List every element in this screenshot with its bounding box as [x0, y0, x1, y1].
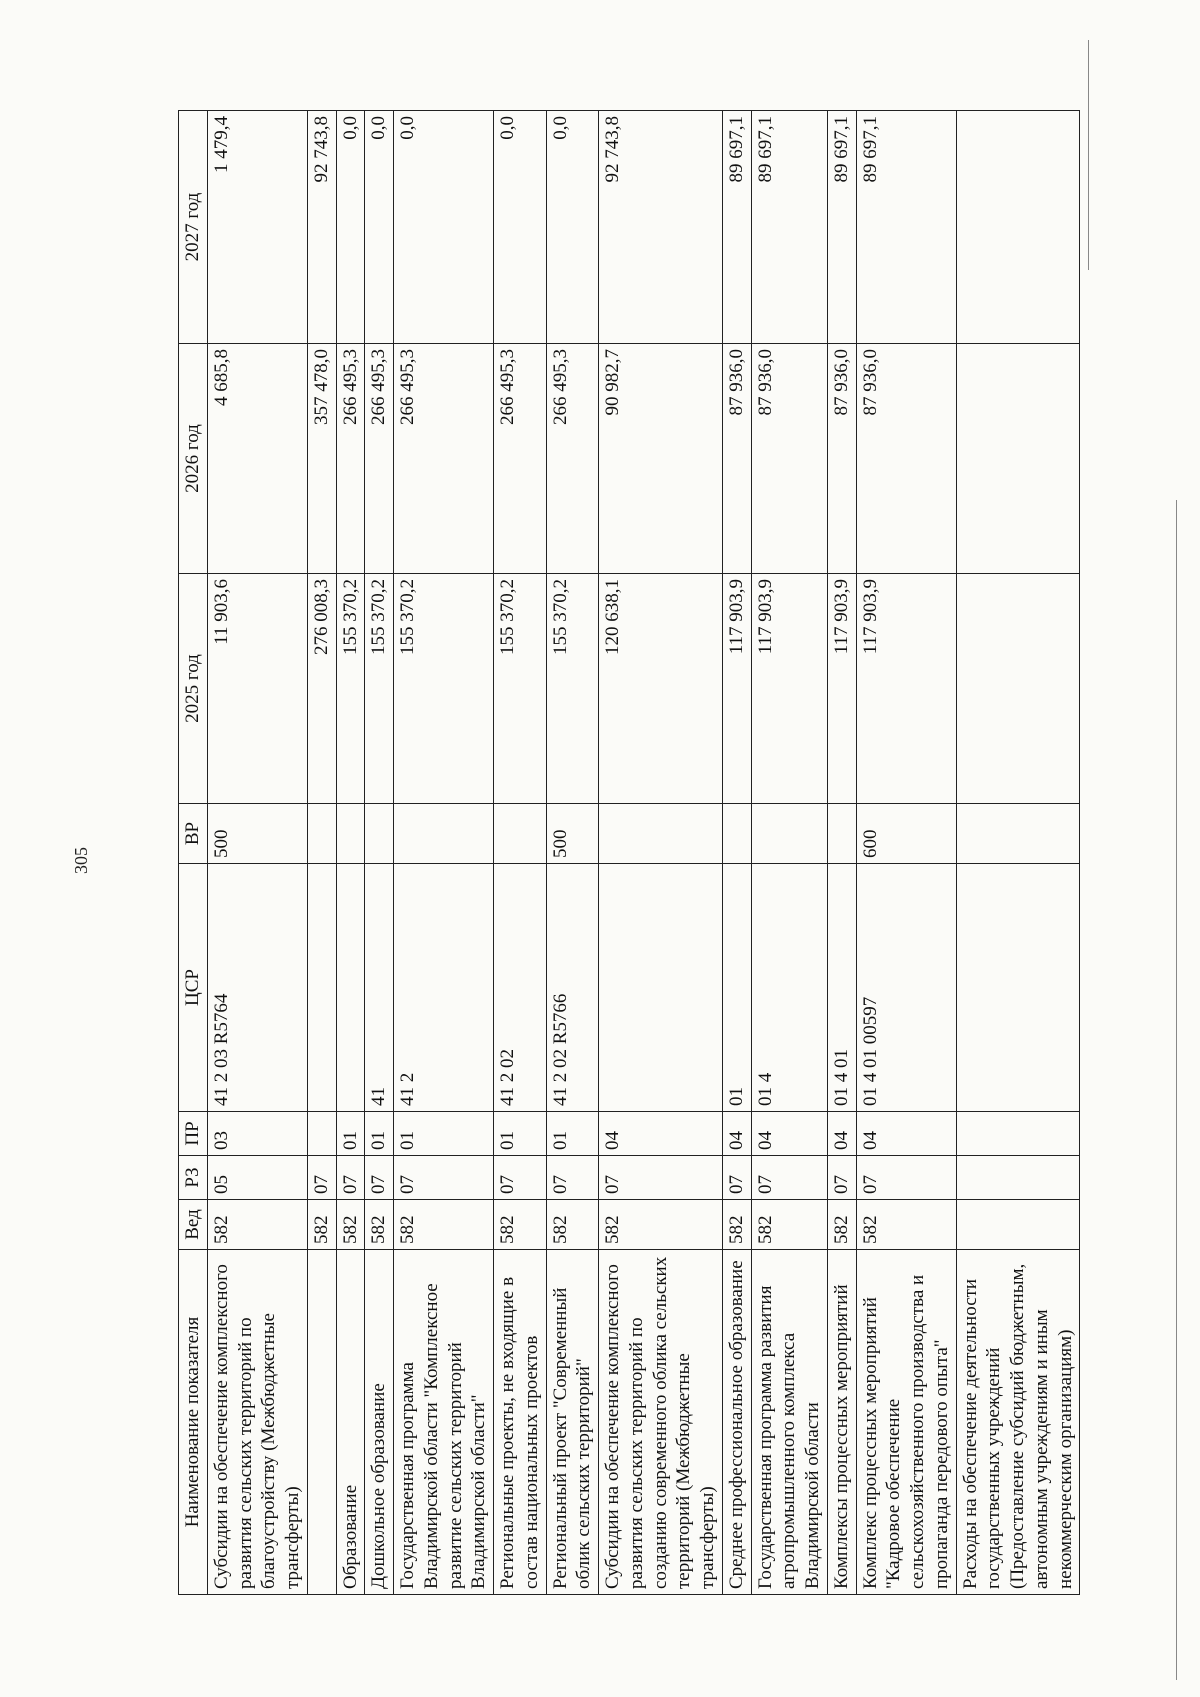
cell-y2025: 155 370,2 — [494, 574, 547, 804]
header-2025: 2025 год — [179, 574, 208, 804]
cell-rz: 05 — [207, 1156, 307, 1200]
cell-ved: 582 — [599, 1200, 723, 1250]
cell-y2026: 266 495,3 — [494, 344, 547, 574]
cell-name: Образование — [336, 1250, 365, 1595]
cell-pr: 03 — [207, 1112, 307, 1156]
cell-pr: 01 — [546, 1112, 599, 1156]
cell-y2026: 266 495,3 — [365, 344, 394, 574]
cell-y2026: 266 495,3 — [394, 344, 494, 574]
cell-name — [307, 1250, 336, 1595]
cell-y2025: 155 370,2 — [546, 574, 599, 804]
cell-ved: 582 — [307, 1200, 336, 1250]
header-pr: ПР — [179, 1112, 208, 1156]
cell-ved: 582 — [751, 1200, 827, 1250]
cell-y2026: 4 685,8 — [207, 344, 307, 574]
cell-csr: 41 2 — [394, 864, 494, 1112]
cell-csr: 01 4 01 00597 — [856, 864, 956, 1112]
cell-rz: 07 — [494, 1156, 547, 1200]
cell-y2027: 89 697,1 — [722, 111, 751, 344]
cell-y2026: 87 936,0 — [827, 344, 856, 574]
cell-vr: 600 — [856, 804, 956, 864]
cell-pr: 04 — [856, 1112, 956, 1156]
cell-csr: 01 4 — [751, 864, 827, 1112]
cell-y2026: 266 495,3 — [336, 344, 365, 574]
cell-ved: 582 — [722, 1200, 751, 1250]
table-row — [307, 111, 336, 1595]
cell-y2026 — [956, 344, 1080, 574]
table-row — [722, 111, 751, 1595]
table-header-row — [179, 111, 208, 1595]
cell-y2027: 0,0 — [336, 111, 365, 344]
cell-y2027: 0,0 — [546, 111, 599, 344]
cell-csr: 41 — [365, 864, 394, 1112]
table-row — [365, 111, 394, 1595]
cell-rz: 07 — [751, 1156, 827, 1200]
cell-y2027 — [956, 111, 1080, 344]
cell-ved: 582 — [207, 1200, 307, 1250]
table-row — [856, 111, 956, 1595]
cell-rz: 07 — [827, 1156, 856, 1200]
cell-ved: 582 — [856, 1200, 956, 1250]
budget-table — [178, 110, 1080, 1595]
cell-rz: 07 — [336, 1156, 365, 1200]
cell-rz: 07 — [546, 1156, 599, 1200]
cell-y2025: 155 370,2 — [365, 574, 394, 804]
cell-vr — [365, 804, 394, 864]
cell-y2026: 87 936,0 — [856, 344, 956, 574]
cell-y2025: 120 638,1 — [599, 574, 723, 804]
cell-y2027: 89 697,1 — [827, 111, 856, 344]
cell-y2027: 92 743,8 — [599, 111, 723, 344]
header-rz: РЗ — [179, 1156, 208, 1200]
cell-pr: 01 — [336, 1112, 365, 1156]
cell-y2025: 117 903,9 — [751, 574, 827, 804]
table-body — [207, 111, 1080, 1595]
cell-vr — [494, 804, 547, 864]
cell-y2027: 89 697,1 — [856, 111, 956, 344]
cell-csr: 41 2 02 — [494, 864, 547, 1112]
cell-y2025: 117 903,9 — [827, 574, 856, 804]
cell-pr: 04 — [751, 1112, 827, 1156]
cell-y2025: 11 903,6 — [207, 574, 307, 804]
header-2027: 2027 год — [179, 111, 208, 344]
cell-name: Комплекс процессных мероприятий "Кадровое обеспечение сельскохозяйственного производства и пропаганда передового опыта" — [856, 1250, 956, 1595]
cell-y2027: 89 697,1 — [751, 111, 827, 344]
cell-y2025: 155 370,2 — [394, 574, 494, 804]
cell-rz: 07 — [365, 1156, 394, 1200]
cell-rz: 07 — [307, 1156, 336, 1200]
cell-ved: 582 — [494, 1200, 547, 1250]
cell-csr — [599, 864, 723, 1112]
cell-ved: 582 — [365, 1200, 394, 1250]
cell-vr — [599, 804, 723, 864]
cell-ved: 582 — [336, 1200, 365, 1250]
cell-y2025 — [956, 574, 1080, 804]
table-row — [956, 111, 1080, 1595]
budget-table-container — [178, 111, 1098, 1595]
cell-vr — [307, 804, 336, 864]
cell-name: Комплексы процессных мероприятий — [827, 1250, 856, 1595]
cell-csr: 41 2 03 R5764 — [207, 864, 307, 1112]
table-row — [546, 111, 599, 1595]
table-row — [207, 111, 307, 1595]
cell-pr: 04 — [827, 1112, 856, 1156]
cell-vr: 500 — [546, 804, 599, 864]
page-number: 305 — [71, 847, 91, 874]
cell-csr: 01 — [722, 864, 751, 1112]
table-row — [827, 111, 856, 1595]
cell-y2025: 155 370,2 — [336, 574, 365, 804]
cell-name: Региональные проекты, не входящие в состав национальных проектов — [494, 1250, 547, 1595]
cell-y2025: 117 903,9 — [722, 574, 751, 804]
cell-y2026: 87 936,0 — [722, 344, 751, 574]
cell-vr — [751, 804, 827, 864]
cell-pr: 01 — [494, 1112, 547, 1156]
cell-vr — [394, 804, 494, 864]
cell-vr — [827, 804, 856, 864]
cell-rz: 07 — [599, 1156, 723, 1200]
cell-name: Среднее профессиональное образование — [722, 1250, 751, 1595]
cell-y2026: 266 495,3 — [546, 344, 599, 574]
table-row — [494, 111, 547, 1595]
cell-csr — [307, 864, 336, 1112]
cell-csr — [956, 864, 1080, 1112]
header-name: Наименование показателя — [179, 1250, 208, 1595]
cell-csr: 01 4 01 — [827, 864, 856, 1112]
cell-pr — [307, 1112, 336, 1156]
cell-pr: 01 — [365, 1112, 394, 1156]
cell-vr: 500 — [207, 804, 307, 864]
cell-name: Региональный проект "Современный облик сельских территорий" — [546, 1250, 599, 1595]
cell-name: Государственная программа Владимирской области "Комплексное развитие сельских территорий Владимирской области" — [394, 1250, 494, 1595]
cell-vr — [336, 804, 365, 864]
cell-ved: 582 — [546, 1200, 599, 1250]
header-ved: Вед — [179, 1200, 208, 1250]
cell-y2026: 90 982,7 — [599, 344, 723, 574]
cell-pr: 04 — [722, 1112, 751, 1156]
cell-vr — [722, 804, 751, 864]
cell-rz — [956, 1156, 1080, 1200]
cell-pr: 01 — [394, 1112, 494, 1156]
cell-ved — [956, 1200, 1080, 1250]
header-2026: 2026 год — [179, 344, 208, 574]
cell-name: Субсидии на обеспечение комплексного развития сельских территорий по благоустройству (Межбюджетные трансферты) — [207, 1250, 307, 1595]
cell-name: Дошкольное образование — [365, 1250, 394, 1595]
cell-y2026: 357 478,0 — [307, 344, 336, 574]
cell-y2027: 92 743,8 — [307, 111, 336, 344]
cell-y2025: 117 903,9 — [856, 574, 956, 804]
table-row — [336, 111, 365, 1595]
cell-pr: 04 — [599, 1112, 723, 1156]
cell-csr: 41 2 02 R5766 — [546, 864, 599, 1112]
cell-y2027: 0,0 — [494, 111, 547, 344]
scan-edge-line — [1176, 500, 1177, 1680]
cell-rz: 07 — [856, 1156, 956, 1200]
cell-y2025: 276 008,3 — [307, 574, 336, 804]
table-row — [751, 111, 827, 1595]
cell-ved: 582 — [827, 1200, 856, 1250]
cell-y2027: 0,0 — [394, 111, 494, 344]
cell-y2027: 1 479,4 — [207, 111, 307, 344]
table-row — [599, 111, 723, 1595]
header-csr: ЦСР — [179, 864, 208, 1112]
cell-y2026: 87 936,0 — [751, 344, 827, 574]
cell-name: Расходы на обеспечение деятельности государственных учреждений (Предоставление субсидий бюджетным, автономным учреждениям и иным некоммерческим организациям) — [956, 1250, 1080, 1595]
header-vr: ВР — [179, 804, 208, 864]
cell-pr — [956, 1112, 1080, 1156]
table-row — [394, 111, 494, 1595]
cell-name: Государственная программа развития агропромышленного комплекса Владимирской области — [751, 1250, 827, 1595]
cell-vr — [956, 804, 1080, 864]
cell-name: Субсидии на обеспечение комплексного развития сельских территорий по созданию современного облика сельских территорий (Межбюджетные трансферты) — [599, 1250, 723, 1595]
cell-y2027: 0,0 — [365, 111, 394, 344]
cell-rz: 07 — [722, 1156, 751, 1200]
cell-rz: 07 — [394, 1156, 494, 1200]
cell-ved: 582 — [394, 1200, 494, 1250]
cell-csr — [336, 864, 365, 1112]
